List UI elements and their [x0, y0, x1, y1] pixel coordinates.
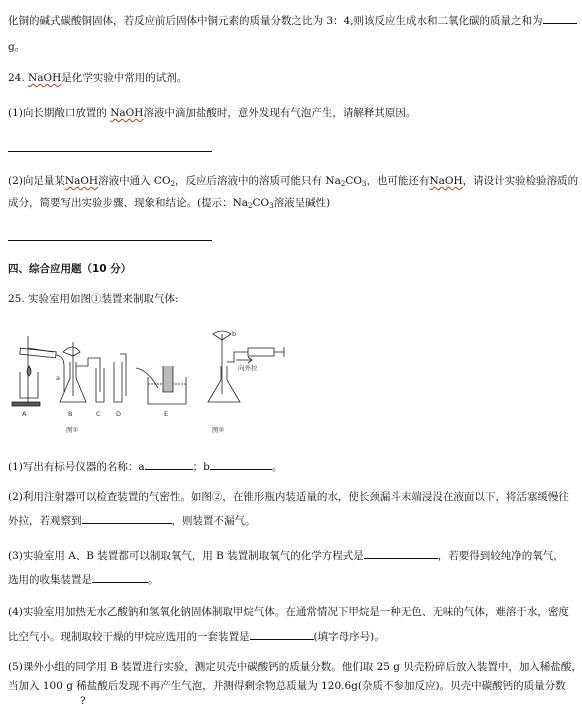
test-tube	[20, 348, 56, 358]
syringe	[248, 348, 274, 356]
naoh-term: NaOH	[64, 175, 99, 187]
question-25-2: (2)利用注射器可以检查装置的气密性。如图②，在锥形瓶内装适量的水，使长颈漏斗末端浸没在液面以下，将活塞缓慢往	[8, 491, 569, 503]
label-C: C	[96, 410, 101, 418]
question-text: 溶液呈碱性)	[273, 197, 331, 209]
question-text: ，反应后溶液中的溶质可能只有 Na	[175, 175, 341, 187]
answer-blank[interactable]	[250, 628, 314, 640]
figure-2-caption: 图②	[212, 426, 225, 434]
question-text: 成分，简要写出实验步骤、现象和结论。(提示：Na	[8, 197, 249, 209]
question-25-title: 25. 实验室用如图①装置来制取气体:	[8, 293, 179, 305]
question-text: ，则装置不漏气。	[171, 515, 256, 527]
intro-text: 化铜的碱式碳酸铜固体，若反应前后固体中铜元素的质量分数之比为 3：4,则该反应生成水和二氧化碳的质量之和为	[8, 15, 543, 27]
question-text: 比空气小。现制取较干燥的甲烷应选用的一套装置是	[8, 631, 250, 643]
question-25-5: (5)课外小组的同学用 B 装置进行实验，测定贝壳中碳酸钙的质量分数。他们取 25 g 贝壳粉碎后放入装置中，加入稀盐酸，	[8, 661, 582, 673]
apparatus-figure	[8, 322, 298, 437]
question-24-1	[8, 106, 574, 120]
question-25-4: (4)实验室用加热无水乙酸钠和氢氧化钠固体制取甲烷气体。在通常情况下甲烷是一种无色、无味的气体，难溶于水，密度	[8, 606, 569, 618]
subscript: 3	[361, 180, 367, 188]
answer-blank[interactable]	[82, 512, 172, 524]
question-text: 。	[271, 461, 283, 473]
label-A: A	[22, 410, 27, 418]
subscript: 3	[269, 202, 274, 210]
question-text: 溶液中滴加盐酸时，意外发现有气泡产生，请解释其原因。	[143, 107, 417, 119]
question-text: (填字母序号)。	[313, 631, 385, 643]
question-text: ，请设计实验检验溶质的	[462, 175, 579, 187]
answer-blank-a[interactable]	[145, 458, 193, 470]
question-text: (2)向足量某	[8, 175, 65, 187]
label-b: b	[232, 330, 237, 338]
intro-line	[8, 12, 574, 28]
bottle-d	[114, 362, 122, 402]
question-text: 外拉，若观察到	[8, 515, 82, 527]
label-D: D	[116, 410, 122, 418]
flask-2	[208, 366, 240, 402]
answer-blank[interactable]	[92, 571, 148, 583]
question-25-4-cont	[8, 628, 574, 644]
question-number: 24.	[8, 72, 25, 84]
question-text: 溶液中通入 CO	[98, 175, 171, 187]
question-text: ，若要得到较纯净的氧气，	[437, 550, 564, 562]
stand-base	[12, 402, 40, 406]
answer-line-24-2[interactable]	[8, 240, 212, 241]
label-B: B	[68, 410, 73, 418]
question-25-3-cont	[8, 571, 574, 587]
question-25-5-cont: 当加入 100 g 稀盐酸后发现不再产生气泡，并测得剩余物总质量为 120.6g(杂质不参加反应)。贝壳中碳酸钙的质量分数	[8, 680, 566, 692]
intro-end-line	[8, 40, 574, 54]
question-text: ，也可能还有	[366, 175, 430, 187]
question-24-2	[8, 174, 579, 191]
question-text: CO	[252, 197, 270, 209]
answer-blank[interactable]	[543, 12, 577, 24]
answer-blank-b[interactable]	[210, 458, 272, 470]
subscript: 2	[248, 202, 253, 210]
question-25-3	[8, 547, 574, 563]
question-text: (3)实验室用 A、B 装置都可以制取氧气，用 B 装置制取氧气的化学方程式是	[8, 550, 364, 562]
naoh-term: NaOH	[28, 72, 62, 84]
question-text: (1)写出有标号仪器的名称：a	[8, 461, 145, 473]
subscript: 2	[170, 180, 176, 188]
question-text: (1)向长期敞口放置的	[8, 107, 107, 119]
question-24-2-cont	[8, 196, 574, 213]
subscript: 2	[340, 180, 346, 188]
answer-line-24-1[interactable]	[8, 151, 212, 152]
question-24-title	[8, 71, 574, 85]
question-text: ；b	[192, 461, 210, 473]
answer-blank[interactable]	[364, 547, 438, 559]
question-text: 是化学实验中常用的试剂。	[61, 72, 188, 84]
naoh-term: NaOH	[429, 175, 463, 187]
intro-end-text: g。	[8, 41, 26, 53]
label-a: a	[56, 374, 60, 382]
question-text: CO	[345, 175, 362, 187]
question-25-1	[8, 458, 574, 474]
pull-out-label: 向外拉	[238, 364, 258, 372]
section-title: 四、综合应用题（10 分）	[8, 263, 132, 275]
question-text: 。	[148, 574, 159, 586]
question-25-2-cont	[8, 512, 574, 528]
question-25-5-end: ?	[80, 695, 86, 707]
figure-1-caption: 图①	[66, 426, 79, 434]
question-text: 选用的收集装置是	[8, 574, 92, 586]
label-E: E	[164, 410, 169, 418]
naoh-term: NaOH	[110, 107, 144, 119]
